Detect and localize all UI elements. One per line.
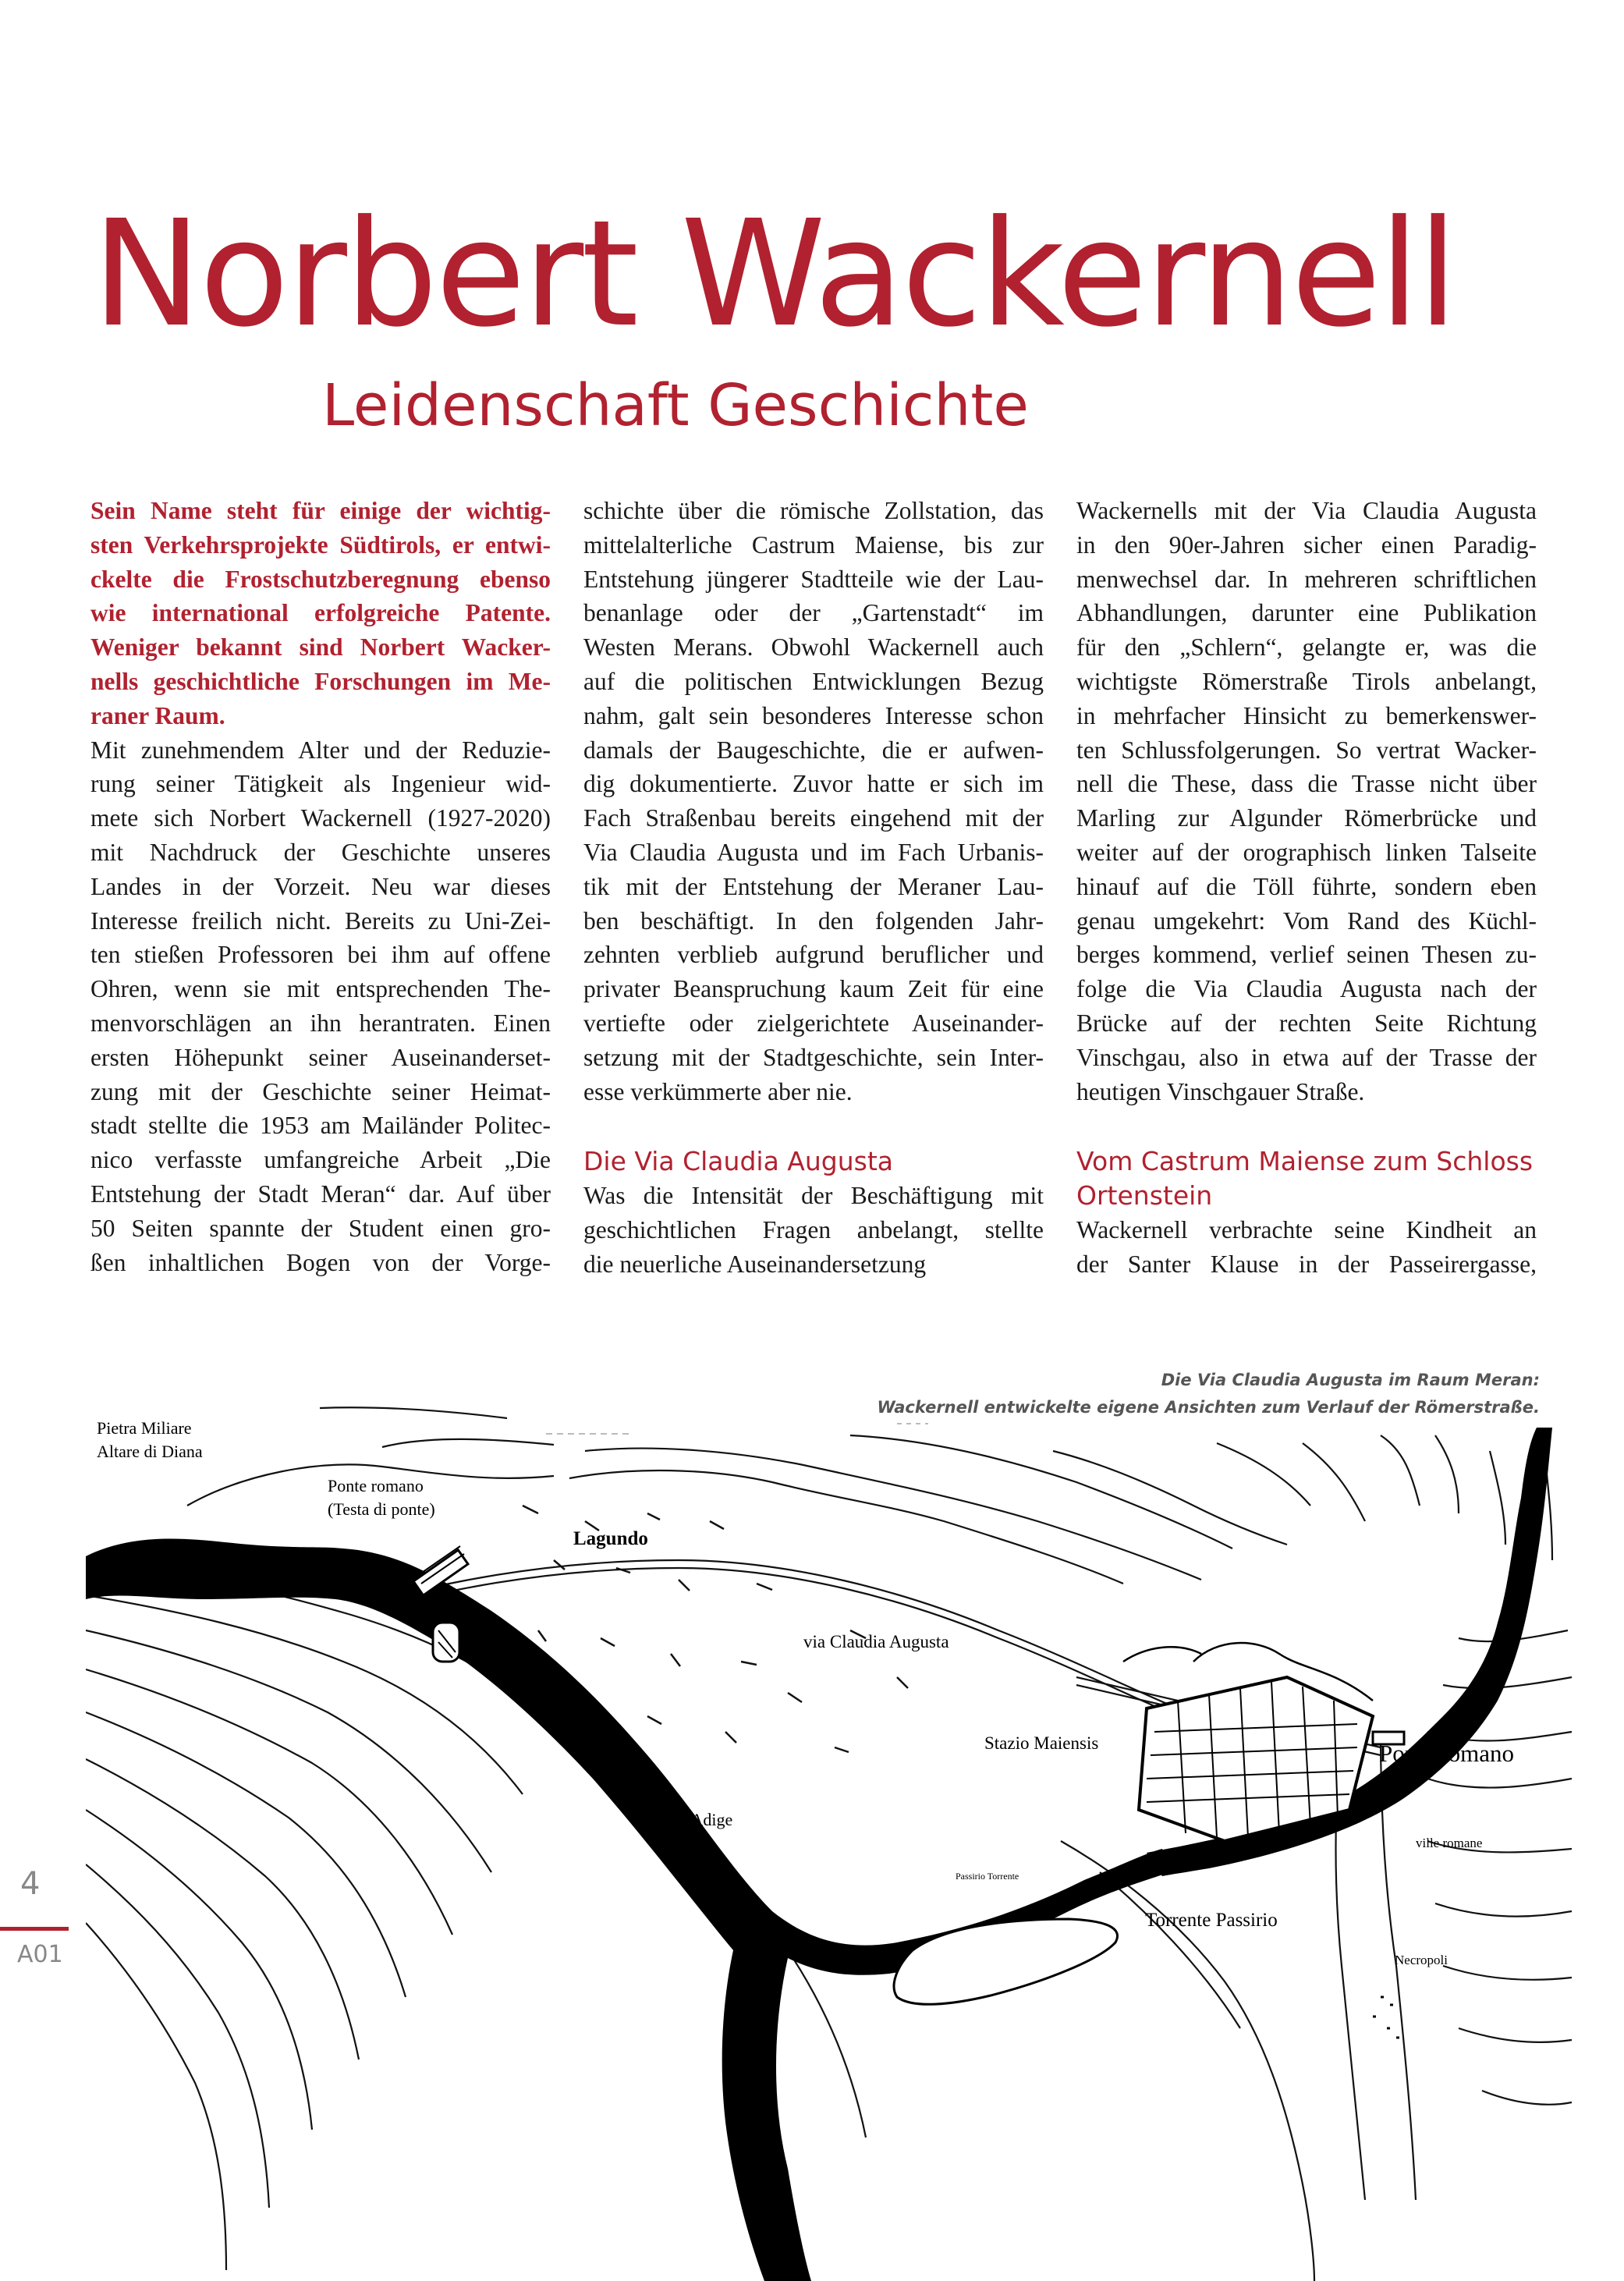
text-line: in mehrfacher Hinsicht zu bemerkenswer- (1076, 701, 1537, 729)
text-line: geschichtlichen Fragen anbelangt, stellte (583, 1215, 1044, 1243)
text-column-3 (1076, 494, 1537, 1282)
map-label: Altare di Diana (97, 1442, 203, 1461)
historical-map (86, 1404, 1576, 2281)
caption-line: Wackernell entwickelte eigene Ansichten zum Verlauf der Römerstraße. (877, 1398, 1540, 1417)
text-line: esse verkümmerte aber nie. (583, 1077, 853, 1105)
text-line: Brücke auf der rechten Seite Richtung (1076, 1009, 1537, 1037)
necropoli-markers (1373, 1997, 1399, 2038)
text-line: Landes in der Vorzeit. Neu war dieses (90, 872, 551, 900)
page-number: 4 (20, 1866, 41, 1902)
text-line: folge die Via Claudia Augusta nach der (1076, 975, 1537, 1003)
text-line: Westen Merans. Obwohl Wackernell auch (583, 633, 1044, 662)
text-line: damals der Baugeschichte, die er aufwen- (583, 736, 1044, 764)
text-line: zung mit der Geschichte seiner Heimat- (90, 1077, 551, 1105)
map-label: ville romane (1416, 1836, 1483, 1850)
text-line: Wackernells mit der Via Claudia Augusta (1076, 497, 1537, 524)
text-line: nico verfasste umfangreiche Arbeit „Die (90, 1146, 551, 1174)
text-line: tik mit der Entstehung der Meraner Lau- (583, 872, 1044, 900)
text-line: genau umgekehrt: Vom Rand des Küchl- (1076, 906, 1537, 935)
text-line: hinauf auf die Töll führte, sondern eben (1076, 872, 1537, 900)
text-line: ßen inhaltlichen Bogen von der Vorge- (90, 1248, 551, 1276)
text-line: nahm, galt sein besonderes Interesse schon (583, 701, 1044, 729)
text-line: für den „Schlern“, gelangte er, was die (1076, 633, 1537, 662)
text-line: menvorschlägen an ihn herantraten. Einen (90, 1009, 551, 1037)
testa-di-ponte-tower (433, 1623, 459, 1662)
text-line: stadt stellte die 1953 am Mailänder Politec- (90, 1112, 551, 1140)
text-line: nells geschichtliche Forschungen im Me- (90, 667, 551, 695)
article-subtitle: Leidenschaft Geschichte (322, 372, 1029, 439)
text-line: sten Verkehrsprojekte Südtirols, er entwi- (90, 530, 551, 559)
text-line: setzung mit der Stadtgeschichte, sein Inter- (583, 1043, 1044, 1071)
text-line: mittelalterliche Castrum Maiense, bis zur (583, 530, 1044, 559)
body-paragraph (1076, 494, 1537, 1109)
body-paragraph (583, 1179, 1044, 1281)
text-line: Interesse freilich nicht. Bereits zu Uni-Zei- (90, 906, 551, 935)
text-line: Entstehung der Stadt Meran“ dar. Auf über (90, 1180, 551, 1208)
body-paragraph (90, 733, 551, 1280)
text-line: Weniger bekannt sind Norbert Wacker- (90, 633, 551, 662)
text-line: 50 Seiten spannte der Student einen gro- (90, 1214, 551, 1242)
text-line: auf die politischen Entwicklungen Bezug (583, 667, 1044, 695)
map-label: Lagundo (573, 1528, 648, 1549)
lead-paragraph (90, 494, 551, 733)
map-label: Stazio Maiensis (984, 1733, 1099, 1753)
text-column-1 (90, 494, 551, 1279)
text-line: weiter auf der orographisch linken Talseite (1076, 838, 1537, 866)
text-line: Wackernell verbrachte seine Kindheit an (1076, 1215, 1537, 1243)
terrain-contours (86, 1407, 1572, 2281)
map-label: Torrente Passirio (1145, 1910, 1278, 1931)
text-line: der Santer Klause in der Passeirergasse, (1076, 1250, 1537, 1278)
text-line: nell die These, dass die Trasse nicht über (1076, 770, 1537, 798)
map-label: (Testa di ponte) (328, 1499, 435, 1519)
text-line: Mit zunehmendem Alter und der Reduzie- (90, 736, 551, 764)
text-line: ben beschäftigt. In den folgenden Jahr- (583, 906, 1044, 935)
text-line: Via Claudia Augusta und im Fach Urbanis- (583, 838, 1044, 866)
text-line: Abhandlungen, darunter eine Publikation (1076, 599, 1537, 627)
text-line: mete sich Norbert Wackernell (1927-2020) (90, 804, 551, 832)
map-dashes (546, 1424, 928, 1434)
river-adige (86, 1539, 1170, 2281)
text-line: wichtigste Römerstraße Tirols anbelangt, (1076, 667, 1537, 695)
text-line: berges kommend, verlief seinen Thesen zu- (1076, 941, 1537, 969)
text-line: ersten Höhepunkt seiner Auseinanderset- (90, 1043, 551, 1071)
text-line: ckelte die Frostschutzberegnung ebenso (90, 565, 551, 593)
text-line: Fach Straßenbau bereits eingehend mit der (583, 804, 1044, 832)
text-line: ten Schlussfolgerungen. So vertrat Wacker- (1076, 736, 1537, 764)
text-line: mit Nachdruck der Geschichte unseres (90, 838, 551, 866)
text-line: dig dokumentierte. Zuvor hatte er sich im (583, 770, 1044, 798)
text-line: benanlage oder der „Gartenstadt“ im (583, 599, 1044, 627)
map-label: Ponte romano (1379, 1740, 1515, 1767)
map-label: Pietra Miliare (97, 1418, 192, 1438)
text-line: Entstehung jüngerer Stadtteile wie der Lau- (583, 565, 1044, 593)
map-label: Ponte romano (328, 1476, 424, 1495)
text-line: Marling zur Algunder Römerbrücke und (1076, 804, 1537, 832)
text-line: wie international erfolgreiche Patente. (90, 599, 551, 627)
text-line: schichte über die römische Zollstation, das (583, 497, 1044, 524)
text-line: privater Beanspruchung kaum Zeit für eine (583, 975, 1044, 1003)
map-label: Necropoli (1395, 1953, 1448, 1967)
town-stazio-maiensis (1123, 1643, 1373, 1841)
subheading (1076, 1144, 1537, 1213)
map-label: Fiume Adige (644, 1810, 733, 1829)
article-title: Norbert Wackernell (92, 189, 1456, 360)
text-column-2 (583, 494, 1044, 1282)
text-line: die neuerliche Auseinandersetzung (583, 1250, 927, 1278)
text-line: rung seiner Tätigkeit als Ingenieur wid- (90, 770, 551, 798)
map-label: Passirio Torrente (956, 1871, 1019, 1882)
text-line: Was die Intensität der Beschäftigung mit (583, 1182, 1044, 1210)
text-line: zehnten verblieb aufgrund beruflicher und (583, 941, 1044, 969)
text-line: Ohren, wenn sie mit entsprechenden The- (90, 975, 551, 1003)
text-line: ten stießen Professoren bei ihm auf offene (90, 941, 551, 969)
text-line: Sein Name steht für einige der wichtig- (90, 497, 551, 524)
subheading: Die Via Claudia Augusta (583, 1146, 893, 1177)
text-line: raner Raum. (90, 701, 225, 729)
text-line: in den 90er-Jahren sicher einen Paradig- (1076, 530, 1537, 559)
subheading-line: Vom Castrum Maiense zum Schloss (1076, 1146, 1534, 1177)
page-number-rule (0, 1927, 69, 1931)
text-line: menwechsel dar. In mehreren schriftlichen (1076, 565, 1537, 593)
body-paragraph (1076, 1213, 1537, 1282)
map-label: via Claudia Augusta (803, 1632, 949, 1651)
page-code: A01 (17, 1941, 63, 1968)
body-paragraph (583, 494, 1044, 1109)
subheading-line: Ortenstein (1076, 1180, 1213, 1211)
caption-line: Die Via Claudia Augusta im Raum Meran: (1161, 1371, 1540, 1389)
text-line: heutigen Vinschgauer Straße. (1076, 1077, 1365, 1105)
text-line: Vinschgau, also in etwa auf der Trasse der (1076, 1043, 1537, 1071)
text-line: vertiefte oder zielgerichtete Auseinander- (583, 1009, 1044, 1037)
river-island (894, 1919, 1117, 2004)
